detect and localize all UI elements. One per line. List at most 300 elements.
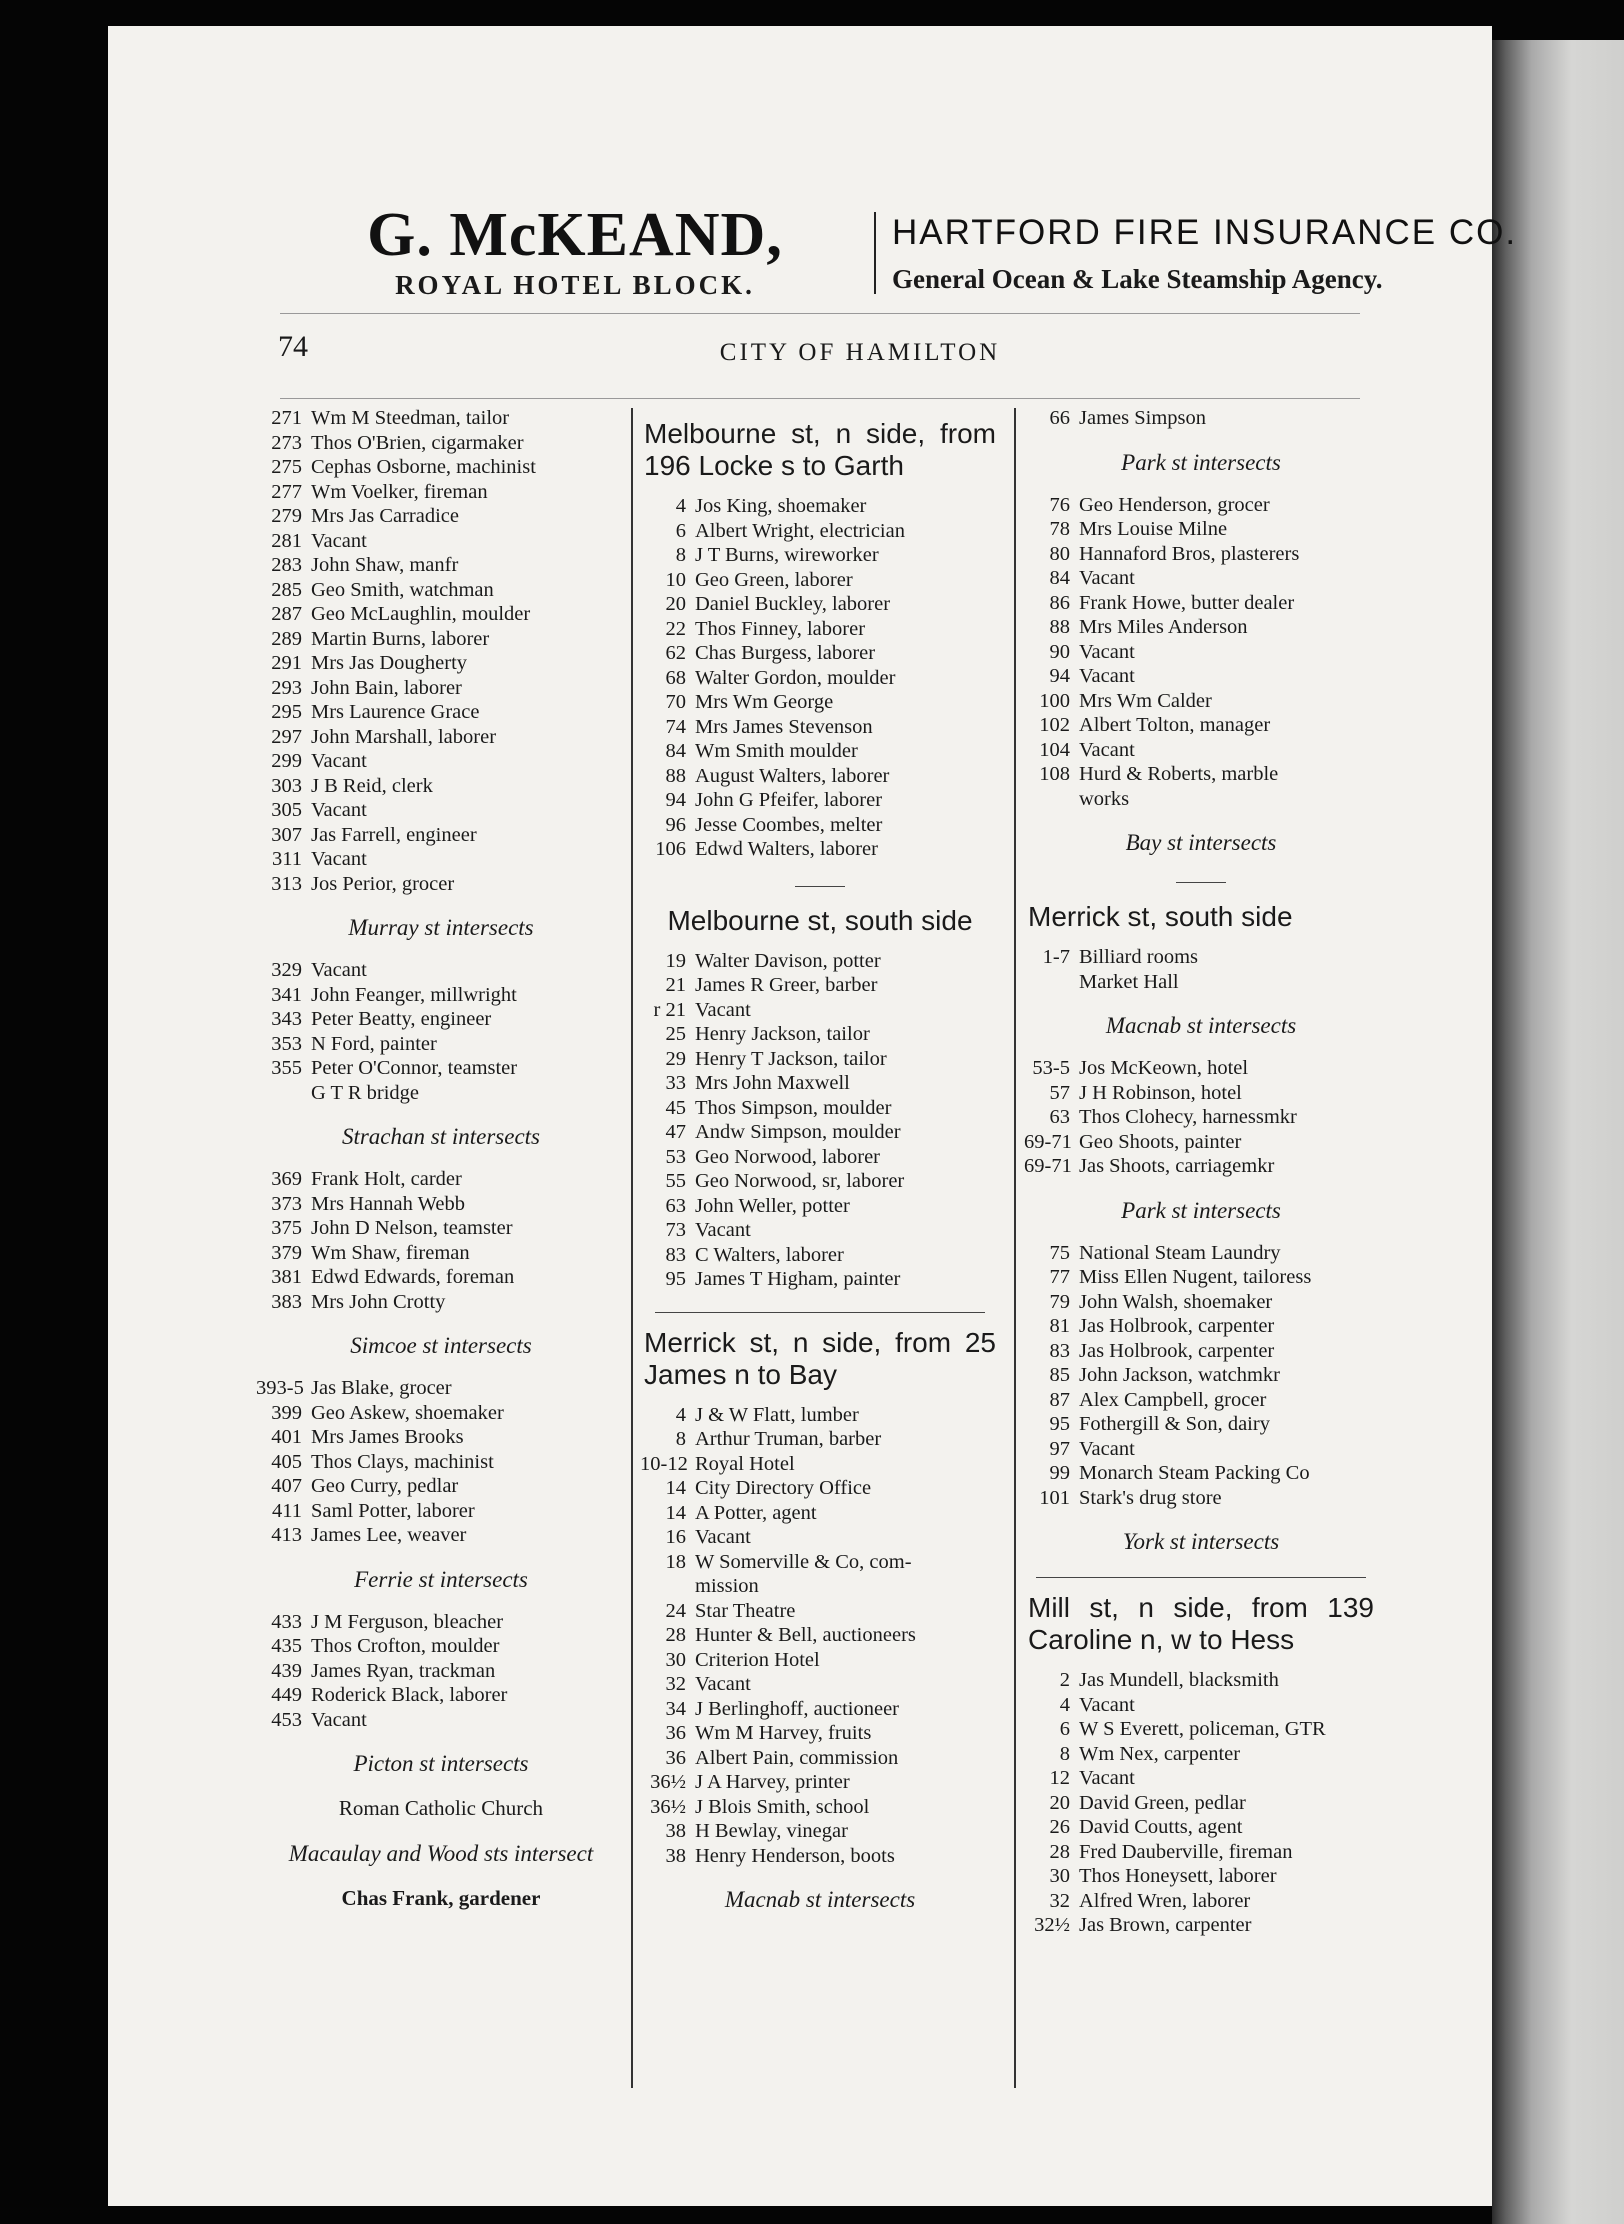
resident-name: Mrs Jas Carradice bbox=[311, 505, 460, 527]
resident-name: James R Greer, barber bbox=[695, 974, 878, 996]
house-number: 70 bbox=[665, 691, 686, 713]
house-number: 83 bbox=[665, 1243, 686, 1266]
directory-entry bbox=[256, 553, 626, 578]
house-number: 106 bbox=[655, 838, 686, 860]
section-rule bbox=[655, 1312, 985, 1313]
directory-entry bbox=[640, 641, 1000, 666]
house-number: 94 bbox=[665, 789, 686, 811]
house-number: 303 bbox=[271, 774, 302, 797]
resident-name: Thos Clohecy, harnessmkr bbox=[1079, 1106, 1297, 1128]
directory-entry bbox=[640, 1452, 1000, 1477]
house-number: 30 bbox=[665, 1648, 686, 1671]
resident-name: J Blois Smith, school bbox=[695, 1795, 870, 1818]
directory-entry bbox=[1024, 1154, 1378, 1179]
resident-name: Wm Voelker, fireman bbox=[311, 480, 488, 503]
house-number: 4 bbox=[1059, 1693, 1070, 1716]
house-number: 62 bbox=[665, 642, 686, 664]
directory-entry bbox=[640, 494, 1000, 519]
directory-entry bbox=[640, 813, 1000, 838]
resident-name: Daniel Buckley, laborer bbox=[695, 593, 891, 615]
directory-entry bbox=[1024, 1486, 1378, 1511]
directory-entry bbox=[640, 1218, 1000, 1243]
resident-name: A Potter, agent bbox=[695, 1501, 817, 1524]
directory-entry bbox=[1024, 1693, 1378, 1718]
directory-entry bbox=[1024, 1864, 1378, 1889]
house-number: 97 bbox=[1049, 1437, 1070, 1460]
directory-entry bbox=[640, 1550, 1000, 1575]
house-number: 80 bbox=[1049, 542, 1070, 565]
directory-entry bbox=[640, 1770, 1000, 1795]
directory-entry bbox=[256, 1376, 626, 1401]
directory-entry bbox=[256, 1007, 626, 1032]
page-number: 74 bbox=[278, 330, 308, 363]
directory-entry bbox=[256, 1659, 626, 1684]
house-number: 33 bbox=[665, 1072, 686, 1094]
directory-entry bbox=[256, 1634, 626, 1659]
directory-entry bbox=[640, 1120, 1000, 1145]
directory-entry bbox=[1024, 1840, 1378, 1865]
directory-entry bbox=[1024, 1339, 1378, 1364]
resident-name: Jas Holbrook, carpenter bbox=[1079, 1339, 1275, 1362]
directory-entry bbox=[1024, 1081, 1378, 1106]
entry-list bbox=[1024, 493, 1378, 787]
resident-name: Frank Howe, butter dealer bbox=[1079, 591, 1295, 614]
resident-name: N Ford, painter bbox=[311, 1032, 437, 1055]
house-number: 79 bbox=[1049, 1290, 1070, 1313]
resident-name: Jos Perior, grocer bbox=[311, 872, 455, 895]
house-number: 22 bbox=[665, 617, 686, 640]
directory-entry bbox=[640, 1243, 1000, 1268]
column-middle bbox=[640, 406, 1000, 1930]
directory-entry bbox=[640, 666, 1000, 691]
directory-entry bbox=[640, 1525, 1000, 1550]
resident-name: Wm Shaw, fireman bbox=[311, 1241, 470, 1264]
house-number: 95 bbox=[665, 1268, 686, 1290]
directory-entry bbox=[1024, 542, 1378, 567]
house-number: 435 bbox=[271, 1635, 302, 1657]
resident-name: Henry Jackson, tailor bbox=[695, 1023, 870, 1045]
directory-entry bbox=[256, 1167, 626, 1192]
directory-entry bbox=[256, 651, 626, 676]
section-rule bbox=[795, 886, 845, 887]
entry-list bbox=[640, 949, 1000, 1292]
resident-name: Chas Burgess, laborer bbox=[695, 642, 876, 664]
entry-list bbox=[640, 1403, 1000, 1575]
directory-entry bbox=[640, 1022, 1000, 1047]
resident-name: August Walters, laborer bbox=[695, 764, 890, 787]
house-number: 36½ bbox=[650, 1771, 686, 1793]
resident-name: C Walters, laborer bbox=[695, 1243, 844, 1266]
directory-entry bbox=[1024, 493, 1378, 518]
resident-name: Mrs John Maxwell bbox=[695, 1072, 850, 1094]
house-number: 57 bbox=[1049, 1081, 1070, 1104]
directory-entry bbox=[640, 1648, 1000, 1673]
church-note: Roman Catholic Church bbox=[338, 1796, 544, 1820]
house-number: 53-5 bbox=[1032, 1057, 1070, 1079]
resident-name: J B Reid, clerk bbox=[311, 774, 433, 797]
house-number: 85 bbox=[1049, 1364, 1070, 1386]
house-number: 95 bbox=[1049, 1413, 1070, 1435]
resident-name: Vacant bbox=[311, 750, 367, 772]
house-number: 393-5 bbox=[256, 1377, 304, 1399]
resident-name: James Lee, weaver bbox=[311, 1524, 467, 1546]
house-number: 297 bbox=[271, 725, 302, 748]
directory-entry bbox=[256, 798, 626, 823]
house-number: 84 bbox=[1049, 567, 1070, 589]
directory-entry bbox=[256, 455, 626, 480]
resident-name: John Shaw, manfr bbox=[311, 554, 459, 576]
directory-entry bbox=[1024, 566, 1378, 591]
resident-name: Criterion Hotel bbox=[695, 1648, 820, 1671]
resident-name: Jos King, shoemaker bbox=[695, 495, 867, 517]
entry-list bbox=[1024, 945, 1378, 970]
resident-name: Mrs John Crotty bbox=[311, 1290, 446, 1313]
house-number: 305 bbox=[271, 799, 302, 821]
directory-entry bbox=[640, 1194, 1000, 1219]
resident-name: Billiard rooms bbox=[1079, 946, 1199, 968]
house-number: 30 bbox=[1049, 1865, 1070, 1887]
entry-list bbox=[256, 1167, 626, 1314]
house-number: 2 bbox=[1059, 1669, 1070, 1691]
directory-entry bbox=[256, 480, 626, 505]
house-number: 86 bbox=[1049, 591, 1070, 614]
resident-name: Peter Beatty, engineer bbox=[311, 1008, 492, 1030]
directory-entry bbox=[1024, 591, 1378, 616]
directory-entry bbox=[1024, 1913, 1378, 1938]
directory-entry bbox=[640, 1145, 1000, 1170]
directory-entry bbox=[640, 1267, 1000, 1292]
insurance-block bbox=[892, 210, 1532, 298]
resident-name: Vacant bbox=[311, 799, 367, 821]
resident-name: Fothergill & Son, dairy bbox=[1079, 1413, 1270, 1435]
resident-name: Wm Nex, carpenter bbox=[1079, 1742, 1241, 1765]
resident-name: Jas Blake, grocer bbox=[311, 1377, 452, 1399]
resident-name: National Steam Laundry bbox=[1079, 1241, 1281, 1264]
resident-name: Miss Ellen Nugent, tailoress bbox=[1079, 1266, 1312, 1288]
intersect-label: Macnab st intersects bbox=[1105, 1013, 1297, 1038]
resident-name: Wm M Steedman, tailor bbox=[311, 407, 510, 429]
resident-name: Frank Holt, carder bbox=[311, 1168, 462, 1190]
house-number: 433 bbox=[271, 1610, 302, 1633]
directory-entry bbox=[1024, 1461, 1378, 1486]
house-number: 47 bbox=[665, 1121, 686, 1143]
resident-name: J T Burns, wireworker bbox=[695, 544, 879, 566]
directory-entry bbox=[1024, 1791, 1378, 1816]
directory-entry bbox=[256, 983, 626, 1008]
directory-entry bbox=[256, 1499, 626, 1524]
resident-name: John Feanger, millwright bbox=[311, 983, 517, 1006]
intersect-label: Simcoe st intersects bbox=[350, 1333, 532, 1358]
directory-entry bbox=[1024, 738, 1378, 763]
directory-entry bbox=[1024, 1105, 1378, 1130]
house-number: 16 bbox=[665, 1526, 686, 1548]
directory-entry bbox=[256, 1265, 626, 1290]
house-number: 4 bbox=[675, 495, 686, 517]
house-number: 353 bbox=[271, 1032, 302, 1055]
header-rule bbox=[280, 313, 1360, 314]
directory-entry bbox=[640, 1169, 1000, 1194]
resident-name: Thos Simpson, moulder bbox=[695, 1096, 892, 1119]
resident-name: Peter O'Connor, teamster bbox=[311, 1057, 518, 1079]
directory-entry bbox=[1024, 406, 1378, 431]
directory-entry bbox=[1024, 640, 1378, 665]
directory-entry bbox=[640, 715, 1000, 740]
directory-entry bbox=[256, 774, 626, 799]
house-number: 4 bbox=[675, 1403, 686, 1426]
entry-list bbox=[640, 1599, 1000, 1869]
resident-name: City Directory Office bbox=[695, 1477, 872, 1499]
house-number: 379 bbox=[271, 1241, 302, 1264]
resident-name: Hurd & Roberts, marble bbox=[1079, 763, 1279, 785]
house-number: 78 bbox=[1049, 518, 1070, 540]
resident-name: David Green, pedlar bbox=[1079, 1791, 1246, 1814]
house-number: 355 bbox=[271, 1057, 302, 1079]
directory-entry bbox=[640, 1427, 1000, 1452]
resident-name: Edwd Edwards, foreman bbox=[311, 1266, 515, 1288]
resident-name: Saml Potter, laborer bbox=[311, 1499, 475, 1522]
directory-entry bbox=[1024, 762, 1378, 787]
house-number: 81 bbox=[1049, 1315, 1070, 1337]
directory-entry bbox=[1024, 1717, 1378, 1742]
directory-entry bbox=[640, 592, 1000, 617]
directory-entry bbox=[640, 949, 1000, 974]
directory-entry bbox=[256, 725, 626, 750]
house-number: 383 bbox=[271, 1290, 302, 1313]
house-number: 88 bbox=[665, 764, 686, 787]
house-number: 407 bbox=[271, 1475, 302, 1497]
resident-name: J Berlinghoff, auctioneer bbox=[695, 1697, 899, 1720]
resident-name: Jas Shoots, carriagemkr bbox=[1079, 1155, 1275, 1177]
directory-entry bbox=[640, 764, 1000, 789]
directory-entry bbox=[640, 1623, 1000, 1648]
column-divider-1 bbox=[631, 408, 633, 2088]
house-number: 6 bbox=[675, 519, 686, 542]
directory-entry bbox=[1024, 615, 1378, 640]
house-number: 341 bbox=[271, 983, 302, 1006]
resident-name: Henry Henderson, boots bbox=[695, 1844, 895, 1867]
house-number: 283 bbox=[271, 554, 302, 576]
house-number: 21 bbox=[665, 974, 686, 996]
resident-name: Thos O'Brien, cigarmaker bbox=[311, 431, 524, 454]
resident-name: Vacant bbox=[695, 998, 751, 1021]
house-number: 53 bbox=[665, 1145, 686, 1168]
column-left bbox=[256, 406, 626, 1926]
content-rule bbox=[280, 398, 1360, 399]
house-number: 45 bbox=[665, 1096, 686, 1119]
directory-entry bbox=[640, 519, 1000, 544]
resident-name: Jesse Coombes, melter bbox=[695, 813, 883, 836]
directory-entry bbox=[640, 973, 1000, 998]
entry-list bbox=[256, 1376, 626, 1548]
resident-name: Jos McKeown, hotel bbox=[1079, 1057, 1249, 1079]
resident-name: Thos Clays, machinist bbox=[311, 1450, 494, 1473]
directory-entry bbox=[1024, 1766, 1378, 1791]
directory-entry bbox=[1024, 1815, 1378, 1840]
directory-entry bbox=[1024, 1437, 1378, 1462]
house-number: 373 bbox=[271, 1192, 302, 1215]
house-number: 8 bbox=[675, 1428, 686, 1450]
resident-name: J & W Flatt, lumber bbox=[695, 1403, 859, 1426]
intersect-label: Strachan st intersects bbox=[341, 1124, 541, 1149]
house-number: 73 bbox=[665, 1219, 686, 1241]
house-number: 401 bbox=[271, 1426, 302, 1448]
directory-entry bbox=[640, 1501, 1000, 1526]
house-number: 32½ bbox=[1034, 1914, 1070, 1936]
resident-name: Mrs Wm Calder bbox=[1079, 689, 1212, 712]
house-number: 285 bbox=[271, 578, 302, 601]
resident-name: Wm Smith moulder bbox=[695, 740, 858, 762]
column-right bbox=[1024, 406, 1378, 1938]
house-number: 100 bbox=[1039, 689, 1070, 712]
house-number: 102 bbox=[1039, 714, 1070, 736]
house-number: 96 bbox=[665, 813, 686, 836]
house-number: 343 bbox=[271, 1008, 302, 1030]
directory-entry bbox=[640, 1672, 1000, 1697]
resident-name: John D Nelson, teamster bbox=[311, 1217, 513, 1239]
resident-name: Jas Holbrook, carpenter bbox=[1079, 1315, 1275, 1337]
advertisement-divider bbox=[874, 212, 876, 294]
house-number: 77 bbox=[1049, 1266, 1070, 1288]
house-number: 84 bbox=[665, 740, 686, 762]
resident-name: Vacant bbox=[695, 1673, 751, 1695]
resident-name: Geo Henderson, grocer bbox=[1079, 493, 1270, 516]
house-number: 307 bbox=[271, 823, 302, 846]
house-number: 108 bbox=[1039, 763, 1070, 785]
directory-entry bbox=[256, 431, 626, 456]
house-number: 405 bbox=[271, 1450, 302, 1473]
resident-name: John Jackson, watchmkr bbox=[1079, 1364, 1280, 1386]
entry-list bbox=[640, 494, 1000, 862]
entry-continuation: mission bbox=[695, 1575, 759, 1597]
entry-list bbox=[1024, 1241, 1378, 1511]
house-number: 275 bbox=[271, 456, 302, 478]
house-number: 25 bbox=[665, 1023, 686, 1045]
house-number: 18 bbox=[665, 1550, 686, 1573]
advertiser-block bbox=[280, 200, 870, 302]
running-title: CITY OF HAMILTON bbox=[719, 339, 1001, 366]
resident-name: Walter Davison, potter bbox=[695, 949, 881, 972]
directory-entry bbox=[256, 504, 626, 529]
directory-entry bbox=[1024, 1130, 1378, 1155]
house-number: 287 bbox=[271, 603, 302, 625]
house-number: 76 bbox=[1049, 493, 1070, 516]
directory-entry bbox=[256, 823, 626, 848]
house-number: 66 bbox=[1049, 407, 1070, 429]
directory-entry bbox=[1024, 1889, 1378, 1914]
house-number: 313 bbox=[271, 872, 302, 895]
entry-list bbox=[1024, 1668, 1378, 1938]
intersect-label: Park st intersects bbox=[1121, 449, 1281, 475]
resident-name: Henry T Jackson, tailor bbox=[695, 1047, 887, 1070]
house-number: 32 bbox=[665, 1673, 686, 1695]
resident-name: Royal Hotel bbox=[695, 1452, 795, 1475]
section-rule bbox=[1036, 1577, 1366, 1578]
resident-name: J A Harvey, printer bbox=[695, 1771, 850, 1793]
adjacent-page-edge bbox=[1492, 40, 1624, 2224]
house-number: 34 bbox=[665, 1697, 686, 1720]
house-number: 14 bbox=[665, 1477, 686, 1499]
house-number: 449 bbox=[271, 1684, 302, 1706]
resident-name: Alex Campbell, grocer bbox=[1079, 1388, 1267, 1411]
house-number: 38 bbox=[665, 1844, 686, 1867]
resident-name: Vacant bbox=[1079, 567, 1135, 589]
directory-entry bbox=[640, 1721, 1000, 1746]
entry-list bbox=[1024, 1056, 1378, 1179]
intersect-label: Murray st intersects bbox=[348, 915, 534, 940]
directory-entry bbox=[256, 872, 626, 897]
house-number: 69-71 bbox=[1024, 1130, 1072, 1153]
section-rule bbox=[1176, 882, 1226, 883]
house-number: 279 bbox=[271, 505, 302, 527]
insurance-company: HARTFORD FIRE INSURANCE CO. bbox=[892, 213, 1518, 252]
resident-name: W Somerville & Co, com- bbox=[695, 1550, 912, 1573]
house-number: 281 bbox=[271, 529, 302, 552]
directory-entry bbox=[1024, 1290, 1378, 1315]
directory-entry bbox=[256, 406, 626, 431]
house-number: 87 bbox=[1049, 1388, 1070, 1411]
house-number: 55 bbox=[665, 1170, 686, 1192]
directory-entry bbox=[640, 1476, 1000, 1501]
house-number: 14 bbox=[665, 1501, 686, 1524]
directory-entry bbox=[256, 847, 626, 872]
house-number: 28 bbox=[1049, 1840, 1070, 1863]
resident-name: David Coutts, agent bbox=[1079, 1816, 1243, 1838]
house-number: 99 bbox=[1049, 1462, 1070, 1484]
entry-continuation: Market Hall bbox=[1079, 970, 1179, 993]
directory-entry bbox=[1024, 945, 1378, 970]
resident-name: Geo McLaughlin, moulder bbox=[311, 603, 531, 625]
resident-name: Vacant bbox=[311, 848, 367, 870]
entry-continuation: G T R bridge bbox=[311, 1081, 420, 1104]
house-number: 299 bbox=[271, 750, 302, 772]
resident-name: Walter Gordon, moulder bbox=[695, 666, 896, 689]
house-number: 26 bbox=[1049, 1816, 1070, 1838]
advertisement-header bbox=[176, 180, 1518, 310]
resident-name: Mrs Miles Anderson bbox=[1079, 616, 1248, 638]
entry-continuation: works bbox=[1079, 787, 1130, 810]
house-number: 369 bbox=[271, 1168, 302, 1190]
directory-entry bbox=[256, 1056, 626, 1081]
intersect-label: Macaulay and Wood sts intersect bbox=[288, 1841, 594, 1866]
directory-entry bbox=[1024, 1241, 1378, 1266]
directory-entry bbox=[1024, 1412, 1378, 1437]
intersect-label: Bay st intersects bbox=[1125, 830, 1277, 855]
directory-entry bbox=[640, 568, 1000, 593]
house-number: 69-71 bbox=[1024, 1155, 1072, 1177]
intersect-label: Picton st intersects bbox=[353, 1751, 529, 1776]
resident-name: Mrs Hannah Webb bbox=[311, 1192, 465, 1215]
house-number: 19 bbox=[665, 949, 686, 972]
directory-entry bbox=[1024, 1363, 1378, 1388]
directory-entry bbox=[256, 578, 626, 603]
house-number: 38 bbox=[665, 1820, 686, 1842]
resident-name: John G Pfeifer, laborer bbox=[695, 789, 883, 811]
column-divider-2 bbox=[1014, 408, 1016, 2088]
directory-entry bbox=[256, 1425, 626, 1450]
directory-entry bbox=[256, 700, 626, 725]
house-number: 24 bbox=[665, 1599, 686, 1622]
house-number: 10 bbox=[665, 568, 686, 591]
house-number: 36½ bbox=[650, 1795, 686, 1818]
house-number: 20 bbox=[665, 593, 686, 615]
directory-entry bbox=[640, 788, 1000, 813]
directory-entry bbox=[640, 690, 1000, 715]
resident-name: Geo Norwood, sr, laborer bbox=[695, 1170, 905, 1192]
directory-entry bbox=[1024, 1388, 1378, 1413]
house-number: 8 bbox=[675, 544, 686, 566]
steamship-agency: General Ocean & Lake Steamship Agency. bbox=[892, 264, 1383, 294]
resident-name: Geo Norwood, laborer bbox=[695, 1145, 881, 1168]
